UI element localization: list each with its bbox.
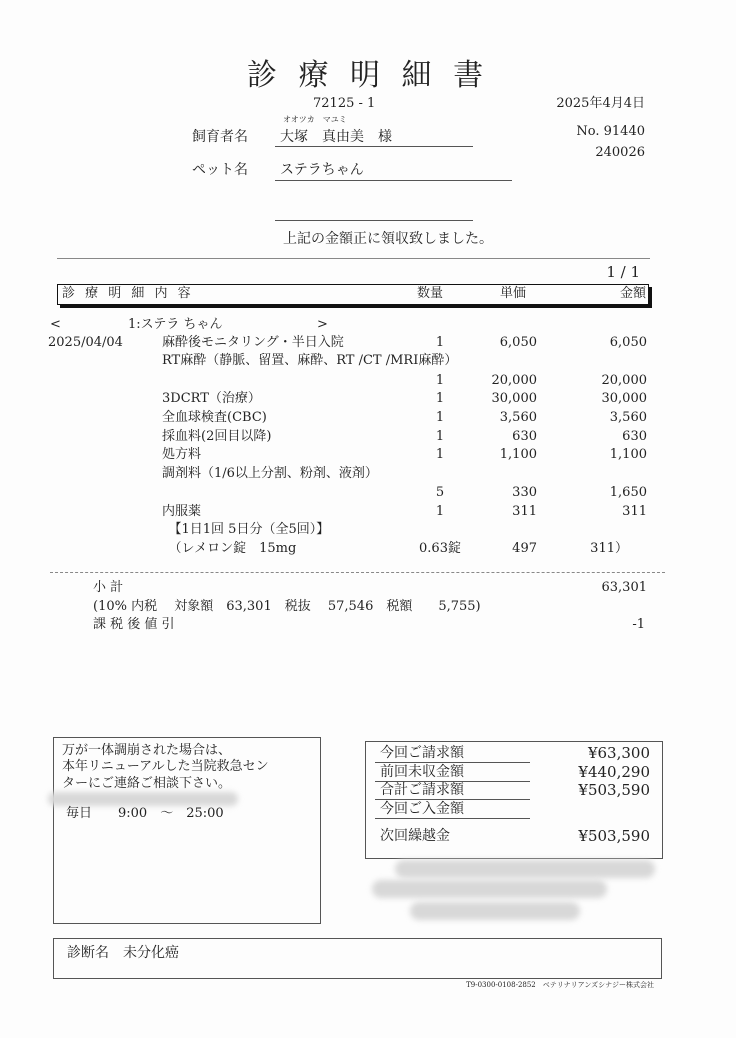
notice-line: ターにご連絡ご相談下さい。	[62, 776, 232, 791]
signature-line	[275, 220, 473, 221]
item-description: 全血球検査(CBC)	[162, 410, 267, 425]
owner-underline	[275, 146, 473, 147]
item-description: RT麻酔（静脈、留置、麻酔、RT /CT /MRI麻酔）	[162, 353, 458, 368]
discount-label: 課 税 後 値 引	[93, 617, 175, 632]
item-quantity: 1	[435, 373, 445, 388]
item-unit-price: 3,560	[499, 410, 537, 425]
header-qty: 数量	[417, 286, 444, 301]
item-unit-price: 6,050	[499, 335, 537, 350]
pet-label: ペット名	[192, 162, 248, 178]
notice-hours: 毎日 9:00 ～ 25:00	[66, 806, 224, 821]
footer-issuer: T9-0300-0108-2852 ベテリナリアンズシナジー株式会社	[466, 981, 654, 989]
billing-value: ¥440,290	[578, 762, 650, 781]
billing-box	[365, 741, 663, 859]
billing-value: ¥63,300	[587, 744, 650, 762]
pet-name: ステラちゃん	[280, 162, 364, 178]
item-amount: 30,000	[601, 391, 647, 406]
item-quantity: 1	[435, 447, 445, 462]
carryover-label: 次回繰越金	[380, 828, 450, 844]
item-description: 処方料	[162, 447, 202, 462]
subtotal-value: 63,301	[601, 580, 647, 595]
diagnosis-value: 未分化癌	[123, 945, 179, 961]
item-unit-price: 311	[512, 504, 537, 519]
visit-date: 2025/04/04	[48, 335, 123, 350]
item-unit-price: 1,100	[499, 447, 537, 462]
item-description: 調剤料（1/6以上分割、粉剤、液剤）	[162, 466, 378, 481]
item-description: 麻酔後モニタリング・半日入院	[162, 335, 344, 350]
item-quantity: 1	[435, 391, 445, 406]
prev-patient-button[interactable]: <	[50, 317, 61, 332]
item-unit-price: 20,000	[491, 373, 537, 388]
page-number: 1 / 1	[606, 263, 640, 281]
item-quantity: 1	[435, 335, 445, 350]
customer-code: 240026	[595, 145, 645, 160]
item-quantity: 5	[435, 485, 445, 500]
diagnosis-box	[53, 938, 662, 979]
item-unit-price: 630	[512, 429, 537, 444]
item-description: （レメロン錠 15mg	[162, 541, 297, 556]
owner-label: 飼育者名	[192, 129, 248, 145]
header-content: 診 療 明 細 内 容	[62, 286, 194, 301]
receipt-number: No. 91440	[576, 124, 645, 139]
pet-underline	[275, 180, 512, 181]
item-amount: 20,000	[601, 373, 647, 388]
document-title: 診 療 明 細 書	[246, 58, 490, 93]
next-patient-button[interactable]: >	[317, 317, 328, 332]
notice-box	[53, 737, 321, 924]
item-unit-price: 497	[512, 541, 537, 556]
discount-value: -1	[632, 617, 645, 632]
item-amount: 6,050	[609, 335, 647, 350]
billing-label: 前回未収金額	[380, 763, 464, 780]
tax-breakdown: (10% 内税 対象額 63,301 税抜 57,546 税額 5,755)	[93, 599, 481, 614]
header-unit: 単価	[500, 286, 527, 301]
item-description: 3DCRT（治療）	[162, 391, 261, 406]
issue-date: 2025年4月4日	[556, 96, 645, 111]
billing-label: 今回ご入金額	[380, 800, 464, 817]
dashed-divider	[50, 572, 665, 573]
patient-name: 1:ステラ ちゃん	[128, 317, 223, 332]
item-amount: 3,560	[609, 410, 647, 425]
diagnosis-label: 診断名	[67, 945, 109, 961]
owner-furigana: オオツカ マユミ	[283, 115, 347, 124]
item-amount: 630	[622, 429, 647, 444]
header-amount: 金額	[619, 286, 646, 301]
notice-line: 万が一体調崩された場合は、	[62, 743, 232, 758]
redaction	[395, 860, 655, 878]
item-quantity: 1	[435, 504, 445, 519]
table-header	[57, 284, 649, 305]
item-amount: 1,100	[609, 447, 647, 462]
account-number: 72125 - 1	[313, 96, 376, 111]
received-text: 上記の金額正に領収致しました。	[283, 231, 493, 247]
redaction	[410, 902, 580, 920]
redaction	[372, 880, 607, 898]
item-amount: 1,650	[609, 485, 647, 500]
item-description: 内服薬	[162, 504, 202, 519]
billing-label: 合計ご請求額	[380, 782, 464, 798]
carryover-value: ¥503,590	[578, 827, 650, 845]
redaction	[48, 792, 238, 806]
subtotal-label: 小 計	[93, 580, 124, 595]
divider	[57, 258, 650, 259]
owner-name: 大塚 真由美 様	[280, 129, 392, 145]
item-amount: 311	[622, 504, 647, 519]
billing-underline	[375, 818, 530, 819]
item-unit-price: 330	[512, 485, 537, 500]
billing-label: 今回ご請求額	[380, 745, 464, 761]
billing-value: ¥503,590	[578, 781, 650, 799]
item-description: 採血料(2回目以降)	[162, 429, 272, 444]
item-quantity: 0.63錠	[419, 541, 461, 556]
item-quantity: 1	[435, 429, 445, 444]
notice-line: 本年リニューアルした当院救急セン	[62, 759, 269, 774]
item-quantity: 1	[435, 410, 445, 425]
item-unit-price: 30,000	[491, 391, 537, 406]
item-amount: 311）	[590, 541, 628, 556]
item-description: 【1日1回 5日分（全5回）】	[162, 522, 330, 537]
